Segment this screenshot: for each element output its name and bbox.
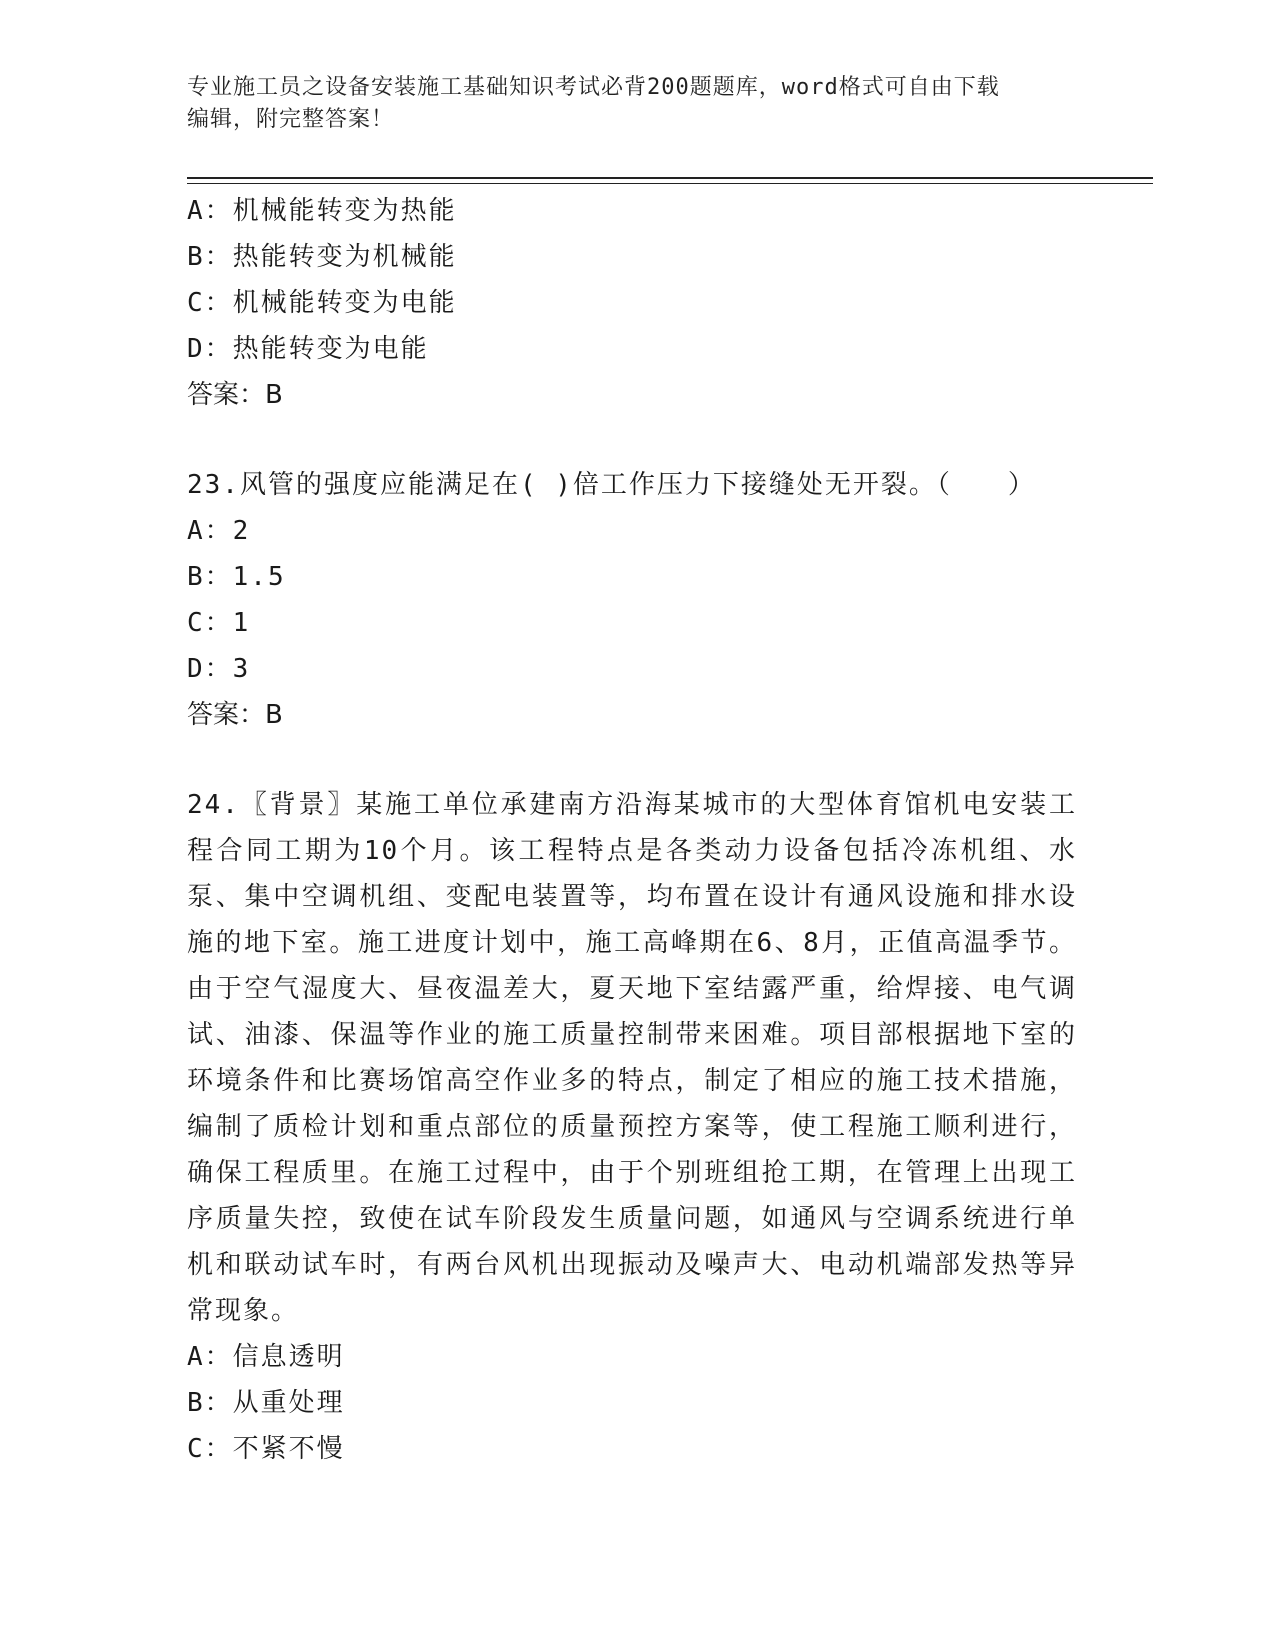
answer-line: 答案：B xyxy=(187,700,283,730)
option-b: B：从重处理 xyxy=(187,1388,345,1418)
option-d: D：3 xyxy=(187,654,251,684)
header-divider-thick xyxy=(187,177,1153,179)
option-a: A：信息透明 xyxy=(187,1342,345,1372)
option-a: A：2 xyxy=(187,516,251,546)
question-23-block xyxy=(187,462,1087,738)
header-title-line-2: 编辑，附完整答案！ xyxy=(187,107,395,132)
spacer xyxy=(187,418,1087,462)
option-c: C：机械能转变为电能 xyxy=(187,288,457,318)
header-divider-thin xyxy=(187,183,1153,184)
option-c: C：不紧不慢 xyxy=(187,1434,345,1464)
option-a: A：机械能转变为热能 xyxy=(187,196,457,226)
question-24-block xyxy=(187,782,1087,1472)
option-b: B：1.5 xyxy=(187,562,286,592)
question-text: 24.〖背景〗某施工单位承建南方沿海某城市的大型体育馆机电安装工程合同工期为10个月。该工程特点是各类动力设备包括冷冻机组、水泵、集中空调机组、变配电装置等，均布置在设计有通风设施和排水设施的地下室。施工进度计划中，施工高峰期在6、8月，正值高温季节。由于空气湿度大、昼夜温差大，夏天地下室结露严重，给焊接、电气调试、油漆、保温等作业的施工质量控制带来困难。项目部根据地下室的环境条件和比赛场馆高空作业多的特点，制定了相应的施工技术措施，编制了质检计划和重点部位的质量预控方案等，使工程施工顺利进行，确保工程质里。在施工过程中，由于个别班组抢工期，在管理上出现工序质量失控，致使在试车阶段发生质量问题，如通风与空调系统进行单机和联动试车时，有两台风机出现振动及噪声大、电动机端部发热等异常现象。 xyxy=(187,790,1077,1326)
option-b: B：热能转变为机械能 xyxy=(187,242,457,272)
header-title-line-1: 专业施工员之设备安装施工基础知识考试必背200题题库，word格式可自由下载 xyxy=(187,75,1000,100)
option-d: D：热能转变为电能 xyxy=(187,334,429,364)
document-body xyxy=(187,188,1087,1472)
document-header xyxy=(187,72,1067,136)
spacer xyxy=(187,738,1087,782)
option-c: C：1 xyxy=(187,608,251,638)
answer-line: 答案：B xyxy=(187,380,283,410)
question-22-block xyxy=(187,188,1087,418)
question-text: 23.风管的强度应能满足在( )倍工作压力下接缝处无开裂。（ ） xyxy=(187,470,1036,500)
